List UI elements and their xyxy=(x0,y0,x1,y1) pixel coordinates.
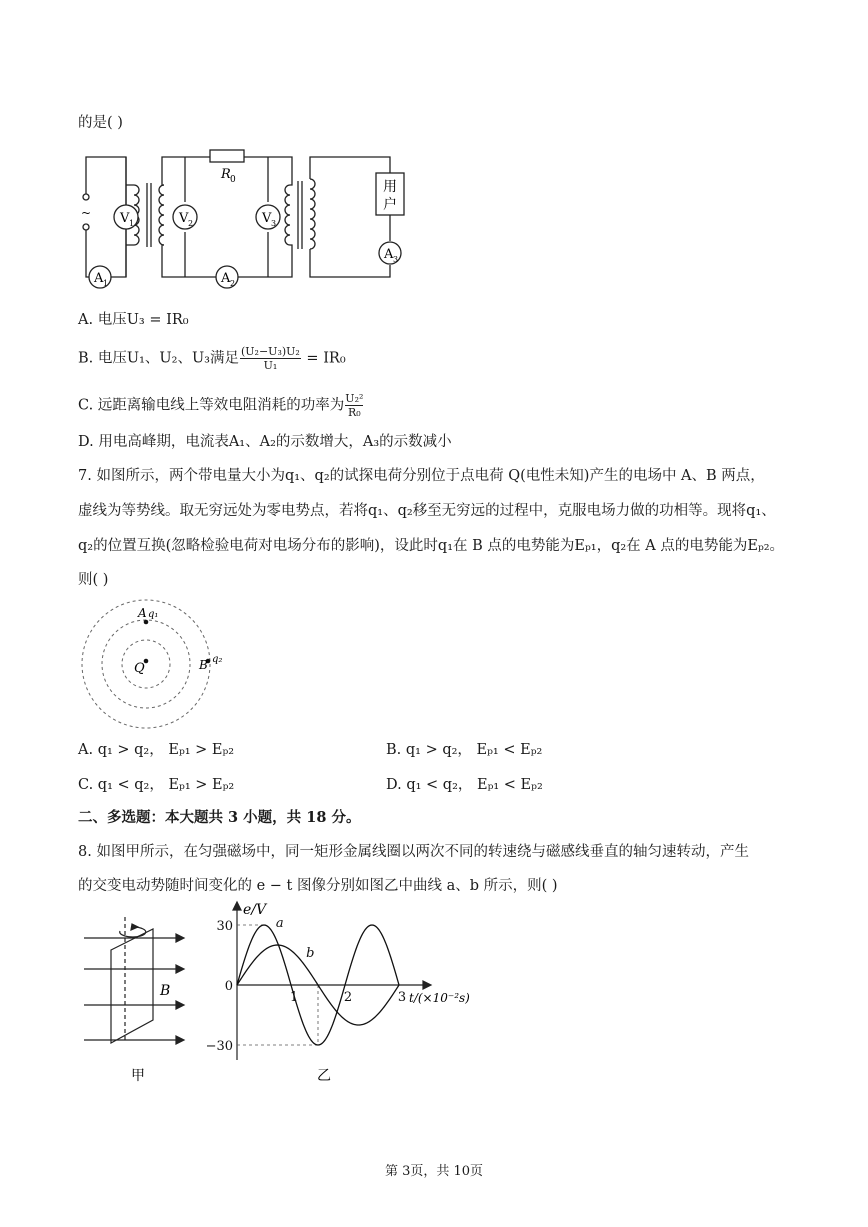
transformer-circuit-figure xyxy=(70,145,420,288)
user-label-1: 用 xyxy=(383,179,397,195)
y-axis-label: e/V xyxy=(243,902,267,918)
q6-option-c-numerator: U₂² xyxy=(345,392,364,405)
y-tick-label: 0 xyxy=(224,979,233,994)
q6-option-b-suffix: = IR₀ xyxy=(301,350,346,367)
q6-option-a: A. 电压U₃ = IR₀ xyxy=(78,312,189,328)
meter-a2-sub: 2 xyxy=(230,279,236,288)
x-tick-label: 1 xyxy=(289,990,299,1005)
x-tick-label: 2 xyxy=(343,990,353,1005)
q7-line-2: 虚线为等势线。取无穷远处为零电势点，若将q₁、q₂移至无穷远的过程中，克服电场力做的功相等。现将q₁、 xyxy=(78,503,776,519)
meter-v1-letter: V xyxy=(120,211,130,226)
meter-v3-sub: 3 xyxy=(271,219,277,228)
q7-line-1: 7. 如图所示，两个带电量大小为q₁、q₂的试探电荷分别位于点电荷 Q(电性未知)产生的电场中 A、B 两点， xyxy=(78,468,765,484)
meter-v1-sub: 1 xyxy=(129,219,135,228)
x-axis-label: t/(×10⁻²s) xyxy=(409,991,470,1005)
field-b-label: B xyxy=(160,983,171,999)
q7-line-4: 则( ) xyxy=(78,572,109,588)
meter-a3-letter: A xyxy=(384,247,394,262)
r0-subscript: 0 xyxy=(230,175,236,185)
x-tick-label: 3 xyxy=(397,990,407,1005)
q7-option-b: B. q₁ > q₂， Eₚ₁ < Eₚ₂ xyxy=(386,742,543,758)
q6-option-d: D. 用电高峰期，电流表A₁、A₂的示数增大，A₃的示数减小 xyxy=(78,434,452,450)
q6-option-b-prefix: B. 电压U₁、U₂、U₃满足 xyxy=(78,350,239,367)
section-2-title: 二、多选题：本大题共 3 小题，共 18 分。 xyxy=(78,809,361,826)
e-t-chart xyxy=(205,900,500,1090)
meter-a1-letter: A xyxy=(94,271,104,286)
figure-jia-caption: 甲 xyxy=(131,1068,145,1084)
point-a-label: A xyxy=(138,606,147,620)
q7-option-d: D. q₁ < q₂， Eₚ₁ < Eₚ₂ xyxy=(386,777,543,793)
q8-line-1: 8. 如图甲所示，在匀强磁场中，同一矩形金属线圈以两次不同的转速绕与磁感线垂直的轴匀速转动，产生 xyxy=(78,844,749,860)
q2-label: q₂ xyxy=(212,654,223,665)
ac-source-symbol: ~ xyxy=(81,206,92,220)
curve-a-label: a xyxy=(275,916,284,931)
q6-option-c-prefix: C. 远距离输电线上等效电阻消耗的功率为 xyxy=(78,397,345,414)
q6-option-b-denominator: U₁ xyxy=(263,359,278,372)
user-label-2: 户 xyxy=(383,197,397,213)
q7-option-a: A. q₁ > q₂， Eₚ₁ > Eₚ₂ xyxy=(78,742,235,758)
coil-in-field-figure xyxy=(78,915,188,1090)
q6-option-c-denominator: R₀ xyxy=(347,406,361,419)
q6-option-b-numerator: (U₂−U₃)U₂ xyxy=(240,345,300,358)
meter-v2-letter: V xyxy=(179,211,189,226)
figure-yi-caption: 乙 xyxy=(317,1068,331,1084)
page-footer: 第 3页，共 10页 xyxy=(384,1164,484,1179)
y-tick-label: −30 xyxy=(205,1039,233,1054)
y-tick-label: 30 xyxy=(216,919,233,934)
meter-a1-sub: 1 xyxy=(103,279,109,288)
q7-line-3: q₂的位置互换(忽略检验电荷对电场分布的影响)，设此时q₁在 B 点的电势能为Eₚ₁，q₂在 A 点的电势能为Eₚ₂。 xyxy=(78,538,785,554)
q8-line-2: 的交变电动势随时间变化的 e − t 图像分别如图乙中曲线 a、b 所示，则( ) xyxy=(78,878,558,894)
meter-v2-sub: 2 xyxy=(188,219,194,228)
equipotential-figure xyxy=(80,597,225,732)
y-axis-arrow xyxy=(233,902,241,910)
charge-q-label: Q xyxy=(134,661,145,676)
q6-option-b xyxy=(78,345,346,372)
point-b-label: B xyxy=(199,658,208,672)
q7-option-c: C. q₁ < q₂， Eₚ₁ > Eₚ₂ xyxy=(78,777,235,793)
r0-label: R xyxy=(221,167,231,182)
curve-b-label: b xyxy=(306,946,315,961)
meter-a2-letter: A xyxy=(221,271,231,286)
x-axis-arrow xyxy=(423,981,431,989)
q6-stem-tail: 的是( ) xyxy=(78,115,123,131)
meter-a3-sub: 3 xyxy=(393,255,399,264)
q6-option-c xyxy=(78,392,363,419)
q1-label: q₁ xyxy=(148,609,159,620)
meter-v3-letter: V xyxy=(262,211,272,226)
